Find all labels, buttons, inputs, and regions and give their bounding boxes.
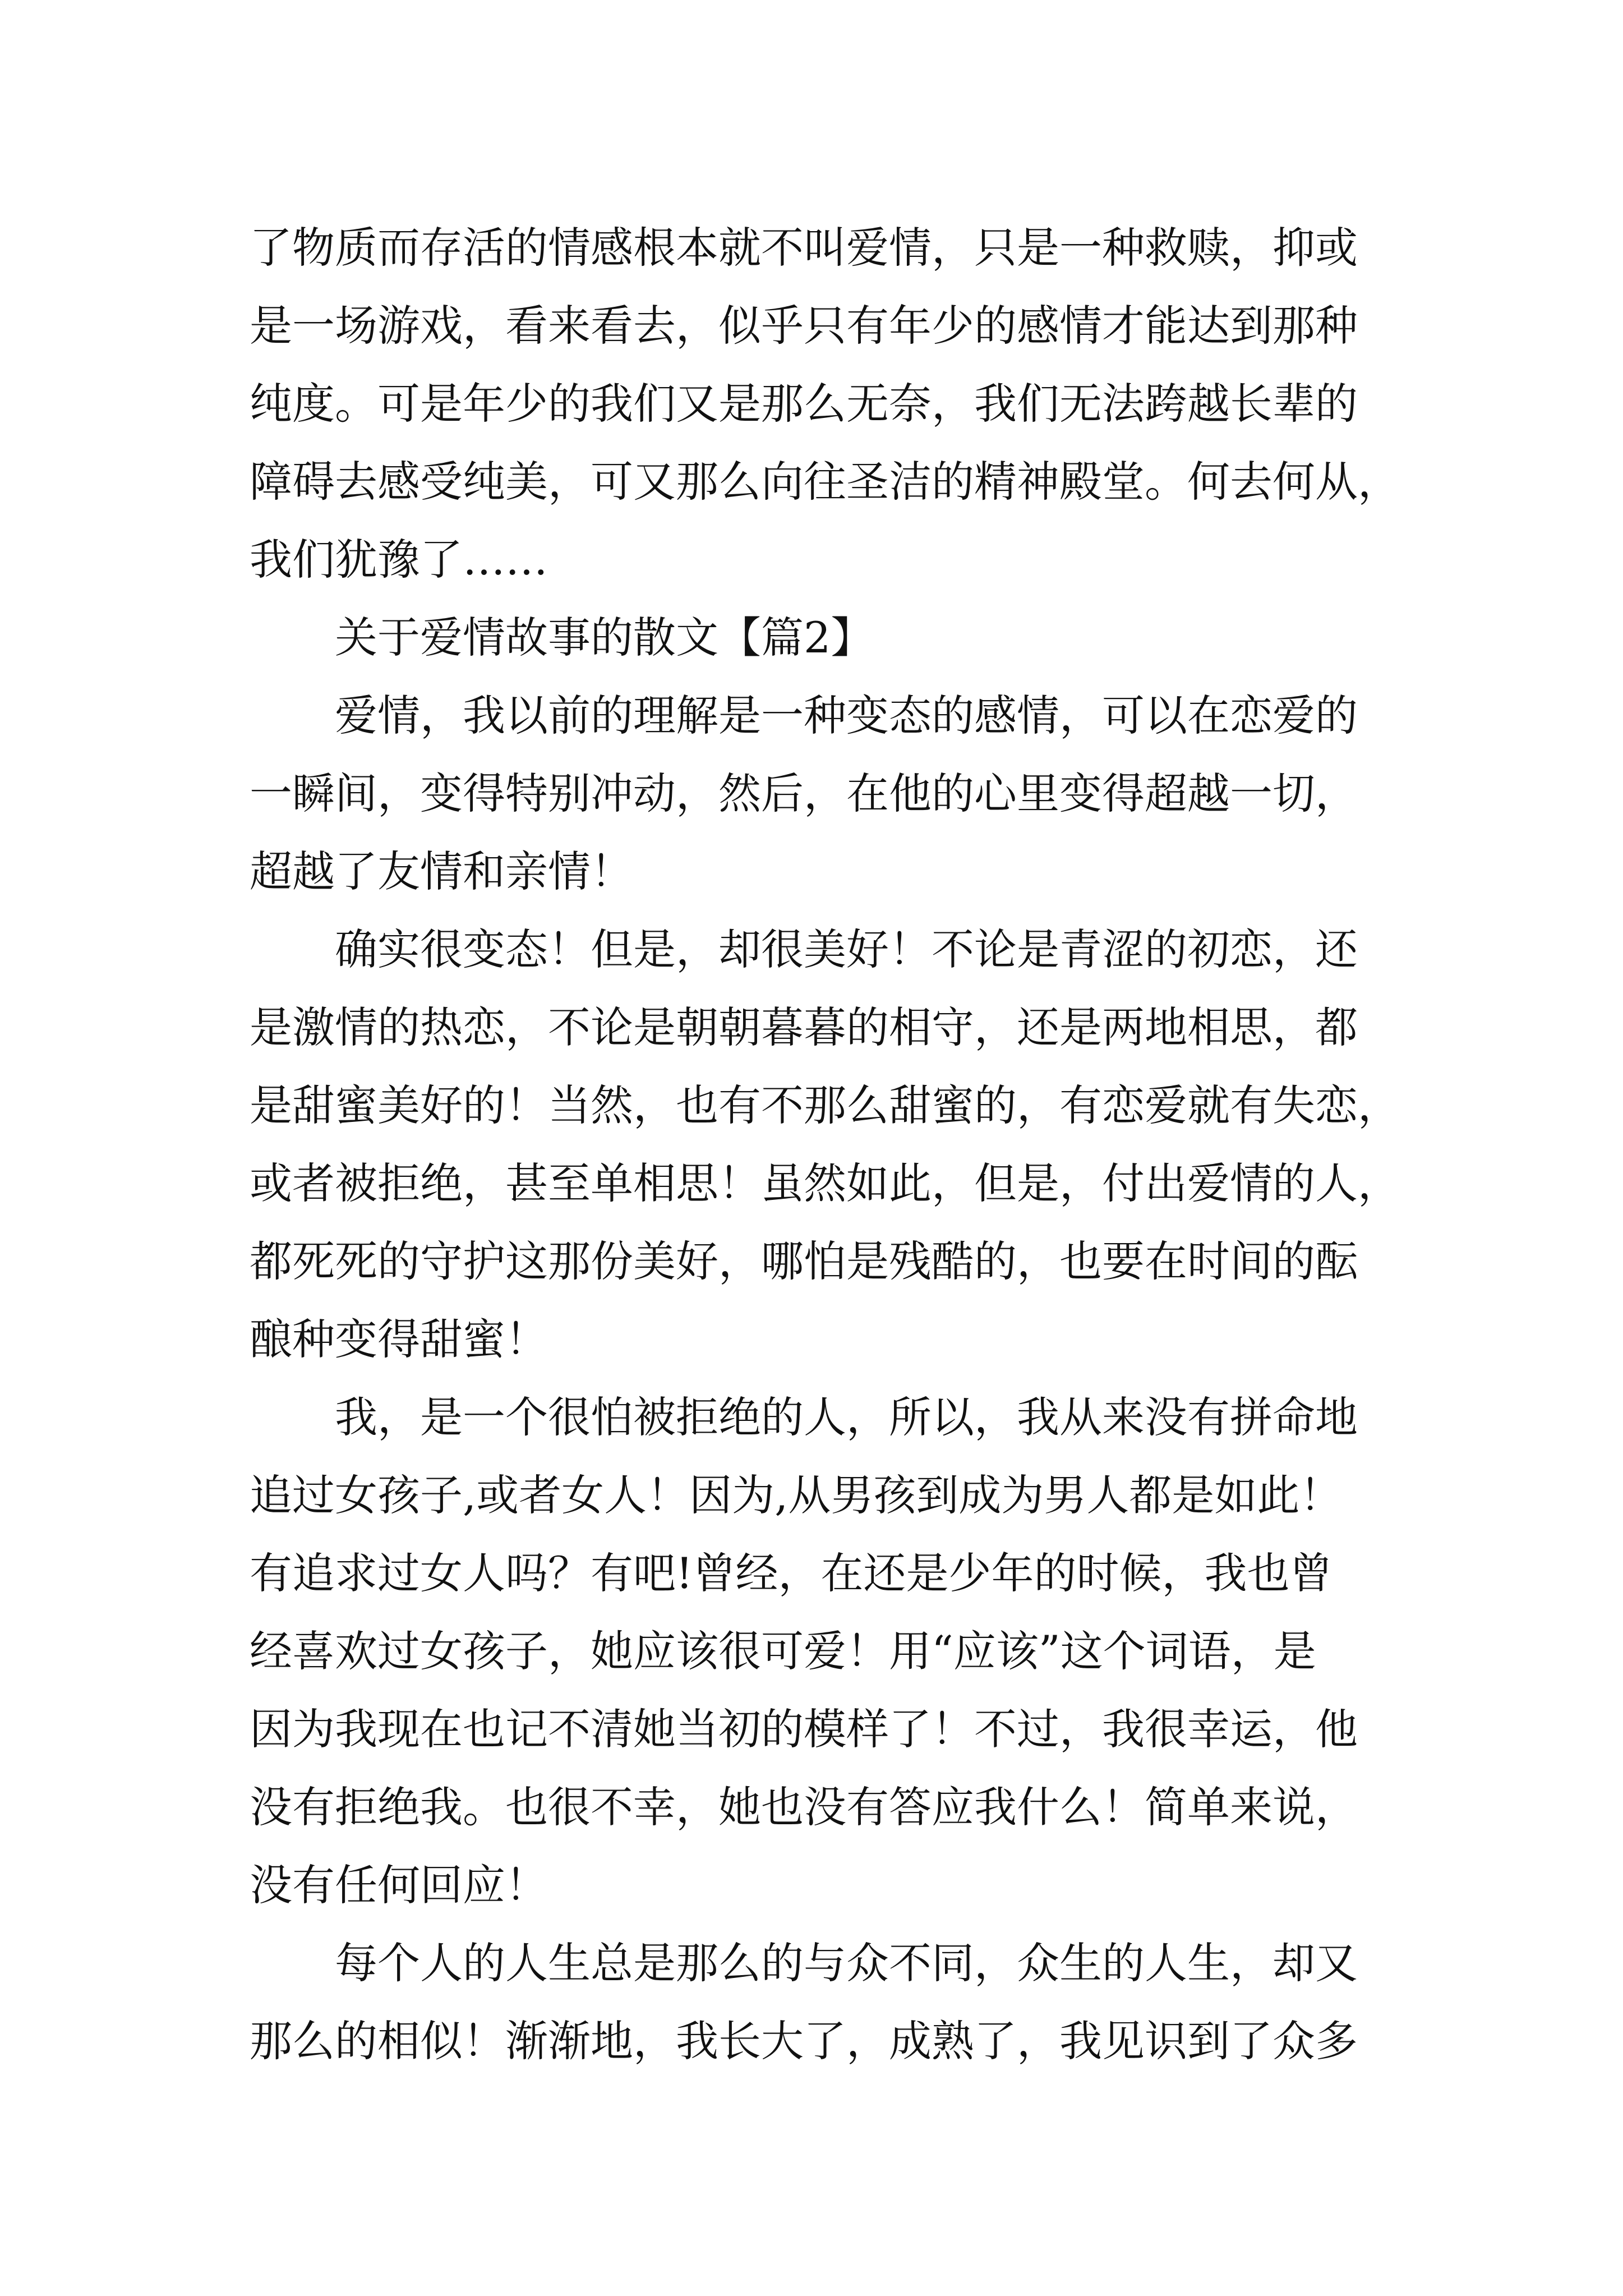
document-body <box>250 209 1400 2080</box>
paragraph-3-line-1: 我，是一个很怕被拒绝的人，所以，我从来没有拼命地 <box>335 1392 1358 1442</box>
text-line-5: 我们犹豫了…… <box>250 535 548 585</box>
paragraph-3-line-6: 没有拒绝我。也很不幸，她也没有答应我什么！简单来说， <box>250 1782 1358 1832</box>
paragraph-2-line-2: 是激情的热恋，不论是朝朝暮暮的相守，还是两地相思，都 <box>250 1002 1358 1052</box>
paragraph-3-line-5: 因为我现在也记不清她当初的模样了！不过，我很幸运，他 <box>250 1704 1358 1754</box>
paragraph-2-line-1: 确实很变态！但是，却很美好！不论是青涩的初恋，还 <box>335 924 1358 974</box>
paragraph-4-line-1: 每个人的人生总是那么的与众不同，众生的人生，却又 <box>335 1938 1358 1988</box>
text-line-4: 障碍去感受纯美，可又那么向往圣洁的精神殿堂。何去何从， <box>250 457 1400 507</box>
paragraph-1-line-3: 超越了友情和亲情！ <box>250 846 633 896</box>
text-line-2: 是一场游戏，看来看去，似乎只有年少的感情才能达到那种 <box>250 301 1358 351</box>
paragraph-3-line-4: 经喜欢过女孩子，她应该很可爱！用“应该”这个词语，是 <box>250 1626 1316 1676</box>
paragraph-2-line-4: 或者被拒绝，甚至单相思！虽然如此，但是，付出爱情的人， <box>250 1158 1400 1208</box>
paragraph-3-line-7: 没有任何回应！ <box>250 1860 548 1910</box>
section-heading: 关于爱情故事的散文【篇2】 <box>335 613 874 662</box>
paragraph-1-line-2: 一瞬间，变得特别冲动，然后，在他的心里变得超越一切， <box>250 769 1358 818</box>
paragraph-2-line-6: 酿种变得甜蜜！ <box>250 1314 548 1364</box>
paragraph-2-line-3: 是甜蜜美好的！当然，也有不那么甜蜜的，有恋爱就有失恋， <box>250 1080 1400 1130</box>
paragraph-1-line-1: 爱情，我以前的理解是一种变态的感情，可以在恋爱的 <box>335 691 1358 740</box>
text-line-1: 了物质而存活的情感根本就不叫爱情，只是一种救赎，抑或 <box>250 223 1358 273</box>
paragraph-2-line-5: 都死死的守护这那份美好，哪怕是残酷的，也要在时间的酝 <box>250 1236 1358 1286</box>
text-line-3: 纯度。可是年少的我们又是那么无奈，我们无法跨越长辈的 <box>250 379 1358 429</box>
paragraph-3-line-3: 有追求过女人吗？有吧!曾经，在还是少年的时候，我也曾 <box>250 1548 1332 1598</box>
paragraph-4-line-2: 那么的相似！渐渐地，我长大了，成熟了，我见识到了众多 <box>250 2016 1358 2066</box>
paragraph-3-line-2: 追过女孩子,或者女人！因为,从男孩到成为男人都是如此！ <box>250 1470 1343 1520</box>
